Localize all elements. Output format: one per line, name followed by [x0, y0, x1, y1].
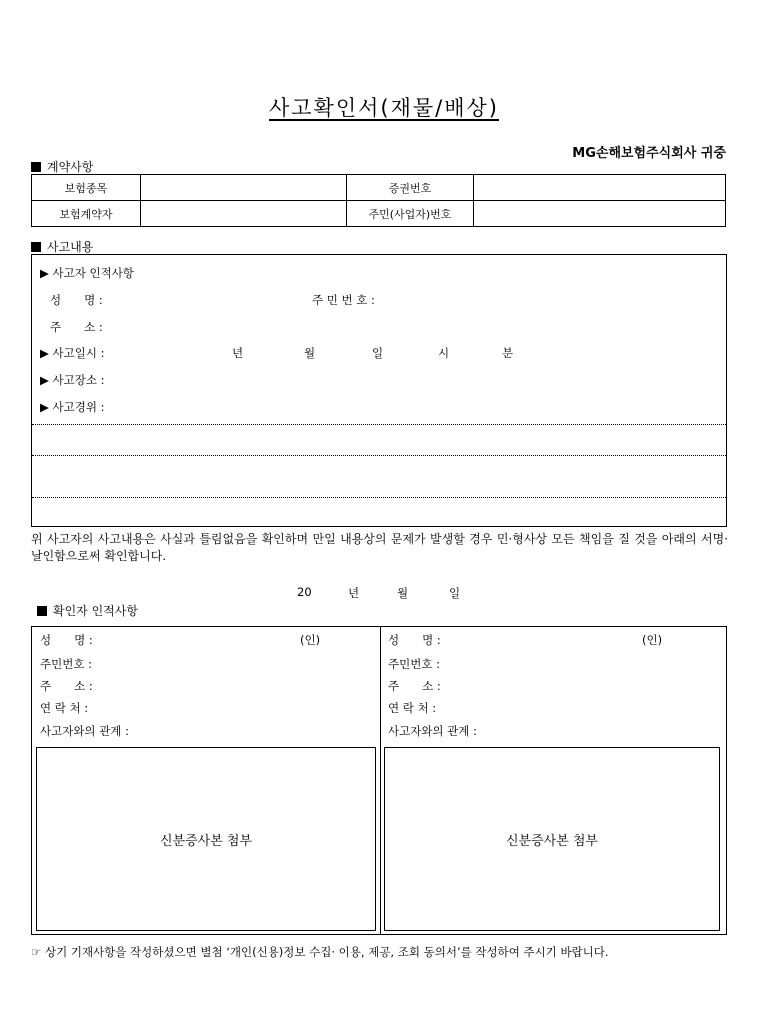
confirmer-2-address-label: 주 소 :	[388, 679, 441, 693]
date-year-unit: 년	[348, 586, 360, 600]
confirmer-box	[31, 626, 727, 935]
cause-line-2	[32, 455, 726, 456]
registration-number-field[interactable]	[474, 201, 726, 227]
hour-unit: 시	[438, 346, 450, 360]
accident-place-label: ▶ 사고장소 :	[40, 373, 105, 387]
cause-line-1	[32, 424, 726, 425]
confirmer-1-seal: (인)	[300, 633, 321, 647]
confirmer-2-id-attach-box[interactable]	[384, 747, 720, 931]
date-day-unit: 일	[449, 586, 461, 600]
square-bullet-icon	[31, 242, 41, 252]
accident-section-heading	[31, 238, 93, 255]
contract-section-heading	[31, 158, 93, 175]
confirmer-2-name-label: 성 명 :	[388, 633, 441, 647]
policy-number-label: 증권번호	[346, 175, 474, 201]
confirmer-2-id-attach-label: 신분증사본 첨부	[505, 833, 599, 849]
victim-name-label: 성 명 :	[50, 293, 103, 307]
policyholder-field[interactable]	[140, 201, 346, 227]
confirmer-divider	[380, 627, 381, 934]
confirmer-1-resident-label: 주민번호 :	[40, 657, 92, 671]
confirmer-section-label: 확인자 인적사항	[53, 604, 138, 618]
victim-address-label: 주 소 :	[50, 320, 103, 334]
confirmer-1-id-attach-label: 신분증사본 첨부	[159, 833, 253, 849]
policyholder-label: 보험계약자	[32, 201, 141, 227]
accident-details-box	[31, 254, 727, 527]
confirmer-2-relation-label: 사고자와의 관계 :	[388, 724, 477, 738]
confirmer-2-resident-label: 주민번호 :	[388, 657, 440, 671]
contract-table	[31, 174, 726, 227]
insurance-type-label: 보험종목	[32, 175, 141, 201]
confirmer-1-name-label: 성 명 :	[40, 633, 93, 647]
square-bullet-icon	[31, 162, 41, 172]
accident-cause-label: ▶ 사고경위 :	[40, 400, 105, 414]
confirmer-1-address-label: 주 소 :	[40, 679, 93, 693]
confirmer-1-contact-label: 연 락 처 :	[40, 701, 89, 715]
policy-number-field[interactable]	[474, 175, 726, 201]
company-recipient: MG손해보험주식회사 귀중	[572, 146, 726, 161]
victim-header: ▶ 사고자 인적사항	[40, 266, 134, 280]
year-unit: 년	[232, 346, 244, 360]
date-month-unit: 월	[397, 586, 409, 600]
day-unit: 일	[372, 346, 384, 360]
confirmer-2-seal: (인)	[642, 633, 663, 647]
minute-unit: 분	[502, 346, 514, 360]
victim-resident-number-label: 주 민 번 호 :	[312, 293, 375, 307]
contract-section-label: 계약사항	[47, 160, 94, 174]
confirmer-2-contact-label: 연 락 처 :	[388, 701, 437, 715]
confirmer-1-id-attach-box[interactable]	[36, 747, 376, 931]
accident-datetime-label: ▶ 사고일시 :	[40, 346, 105, 360]
cause-line-3	[32, 497, 726, 498]
registration-number-label: 주민(사업자)번호	[346, 201, 474, 227]
month-unit: 월	[304, 346, 316, 360]
insurance-type-field[interactable]	[140, 175, 346, 201]
date-century: 20	[297, 585, 312, 599]
declaration-text: 위 사고자의 사고내용은 사실과 틀림없음을 확인하며 만일 내용상의 문제가 발생할 경우 민·형사상 모든 책임을 질 것을 아래의 서명·날인함으로써 확인합니다.	[31, 532, 728, 563]
footer-note: ☞ 상기 기재사항을 작성하셨으면 별첨 ‘개인(신용)정보 수집· 이용, 제공, 조회 동의서’를 작성하여 주시기 바랍니다.	[31, 945, 609, 959]
confirmer-1-relation-label: 사고자와의 관계 :	[40, 724, 129, 738]
square-bullet-icon	[37, 606, 47, 616]
accident-section-label: 사고내용	[47, 240, 94, 254]
confirmer-section-heading	[37, 602, 138, 619]
document-title: 사고확인서(재물/배상)	[268, 96, 500, 120]
